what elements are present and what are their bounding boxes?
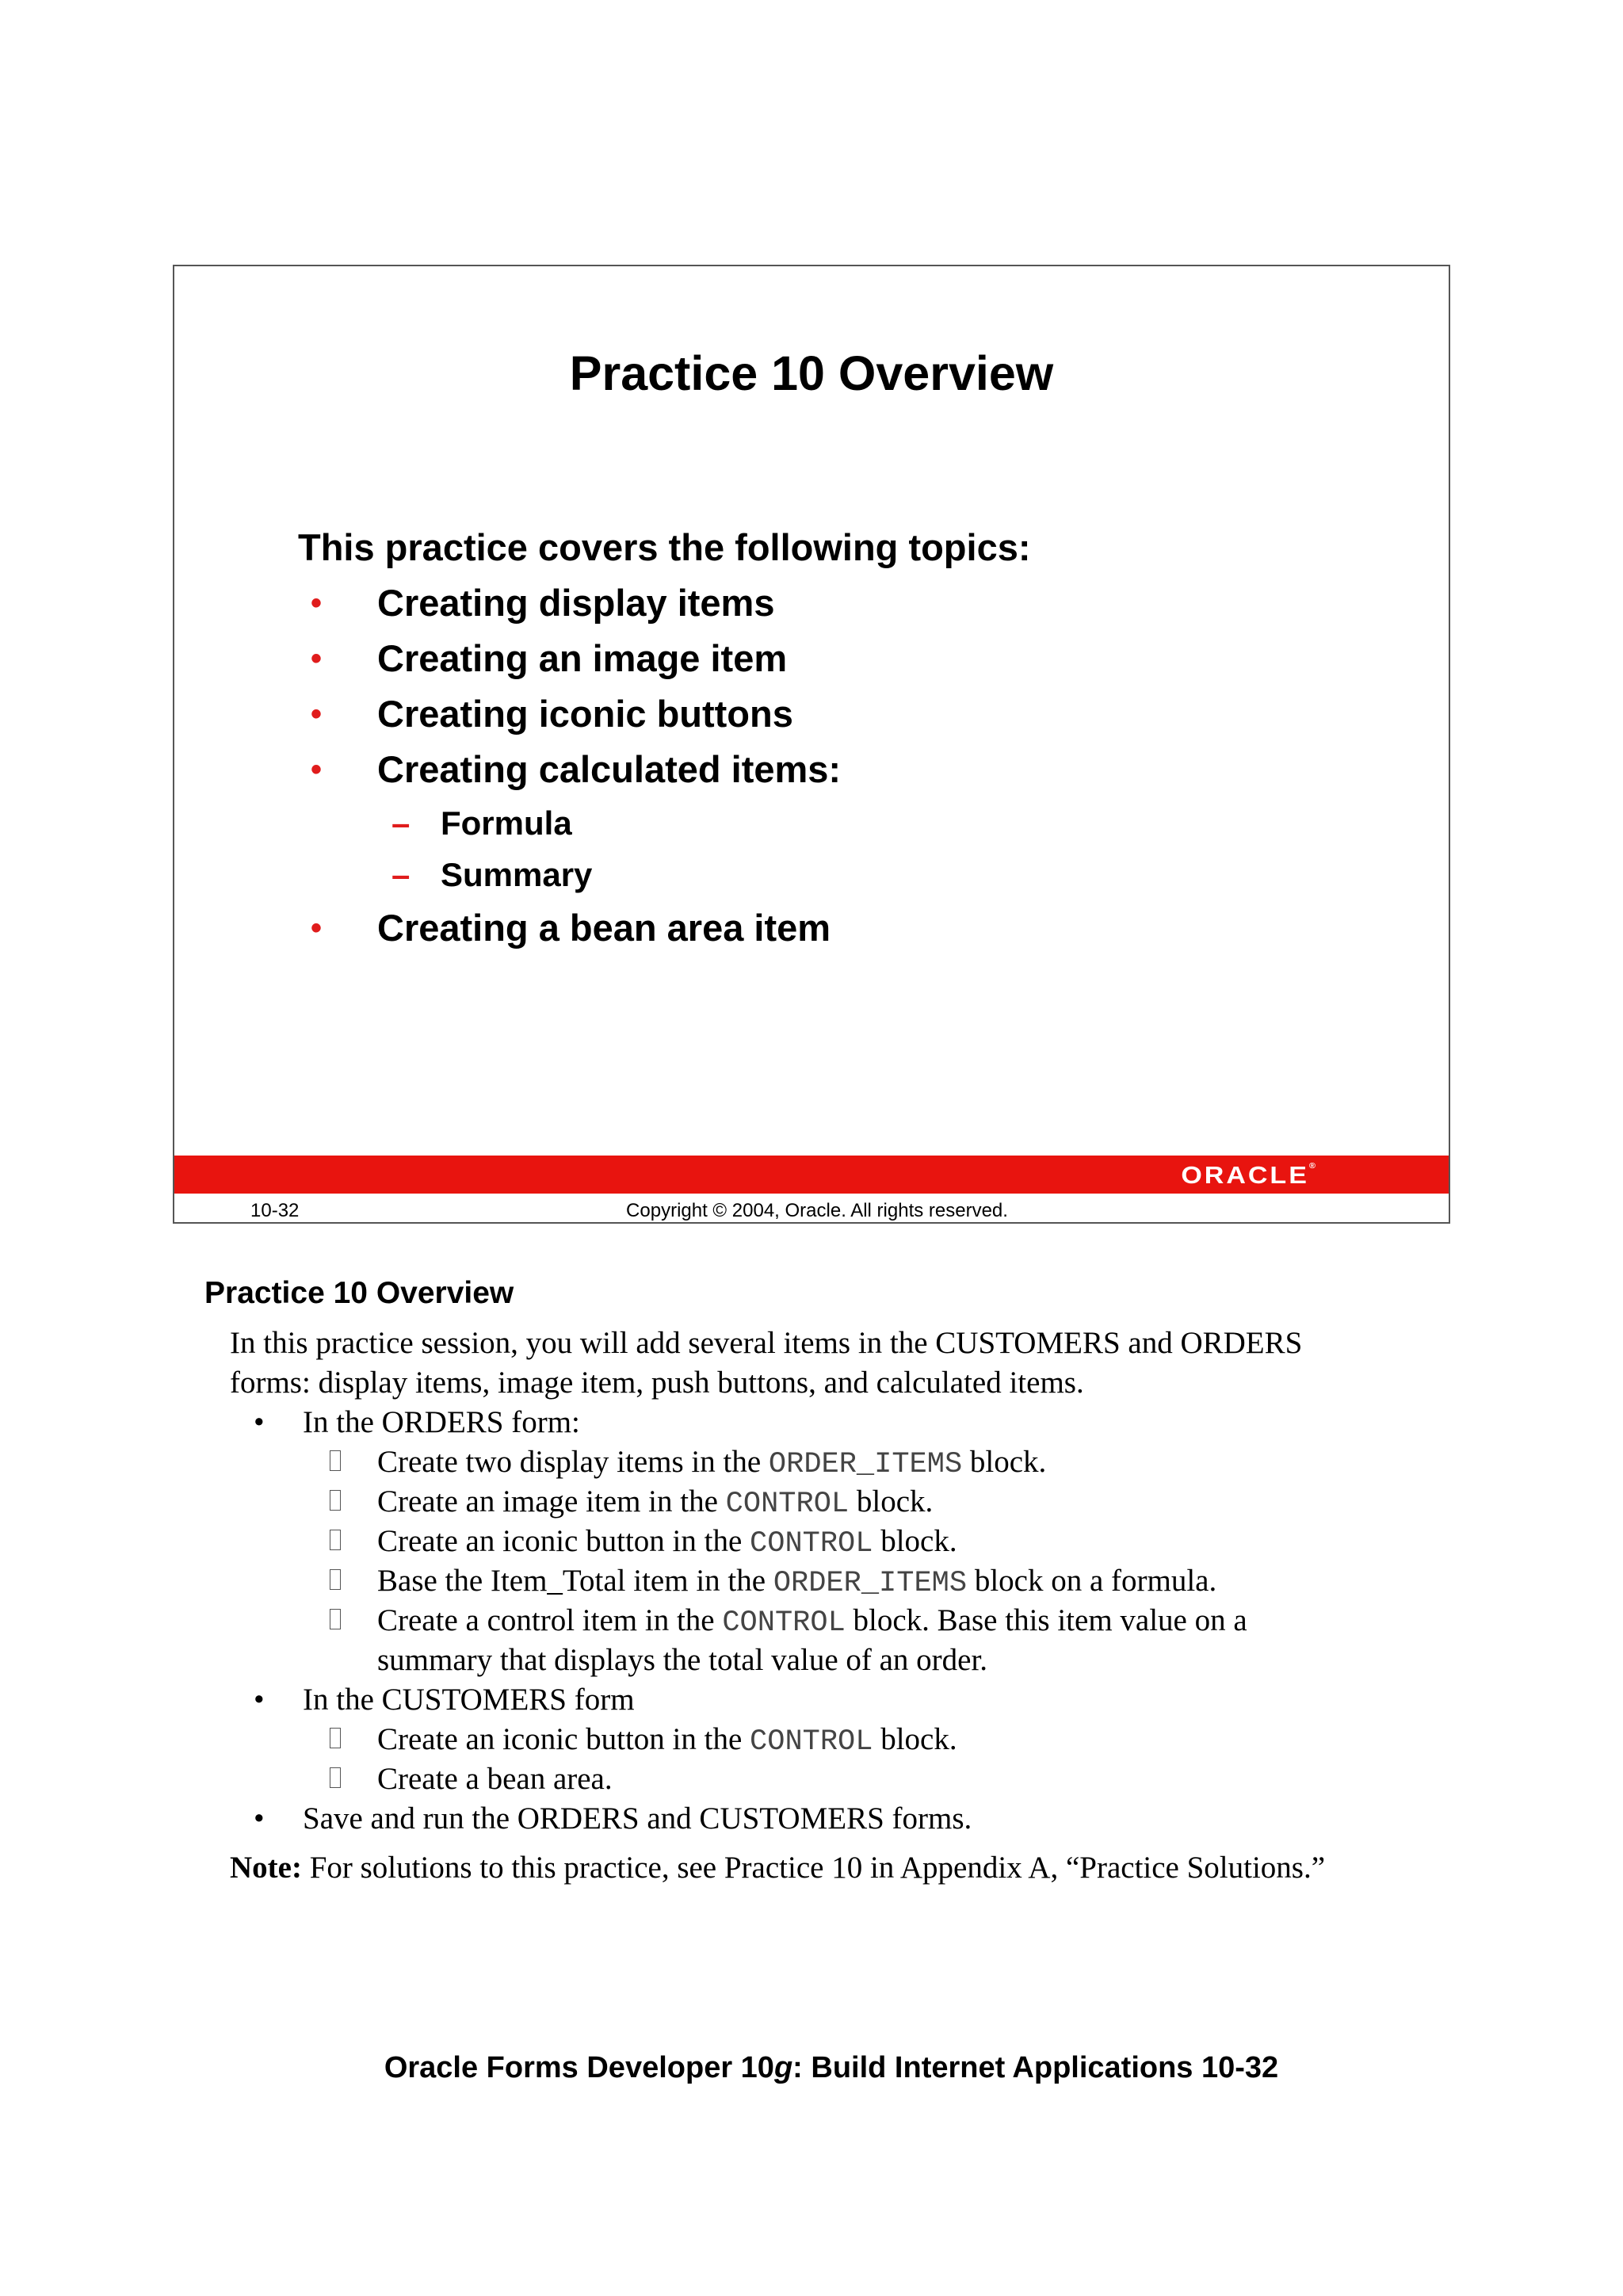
task-text: Create an image item in the (377, 1484, 726, 1519)
oracle-logo (1181, 1162, 1316, 1190)
checkbox-square-icon (330, 1490, 341, 1511)
bullet-icon: • (254, 1801, 265, 1836)
slide-frame (173, 265, 1450, 1224)
task-text: block. (849, 1484, 934, 1519)
bullet-icon: • (254, 1683, 265, 1717)
task-text: Create an iconic button in the (377, 1722, 750, 1756)
topic-label: Creating calculated items: (377, 748, 842, 790)
topic-label: Creating a bean area item (377, 907, 831, 949)
task-text: block on a formula. (967, 1564, 1217, 1598)
slide-title: Practice 10 Overview (569, 346, 1054, 400)
code-text: ORDER_ITEMS (773, 1567, 968, 1600)
code-text: CONTROL (725, 1488, 850, 1521)
bullet-icon: • (311, 697, 323, 732)
customers-heading: In the CUSTOMERS form (303, 1683, 635, 1717)
footer-italic: g (773, 2051, 793, 2084)
task-item (377, 1484, 933, 1521)
bullet-icon: • (311, 586, 323, 621)
slide-intro: This practice covers the following topics: (298, 526, 1031, 568)
topic-label: Creating display items (377, 582, 775, 624)
checkbox-square-icon (330, 1767, 341, 1788)
registered-mark: ® (1308, 1161, 1316, 1171)
task-continuation: summary that displays the total value of an order. (377, 1643, 988, 1677)
task-text: Create an iconic button in the (377, 1524, 750, 1558)
code-text: ORDER_ITEMS (768, 1448, 963, 1481)
task-item (377, 1563, 1216, 1600)
code-text: CONTROL (750, 1725, 873, 1759)
task-item (377, 1721, 957, 1759)
task-text: Create two display items in the (377, 1445, 769, 1479)
orders-heading: In the ORDERS form: (303, 1405, 580, 1439)
task-text: Create a control item in the (377, 1603, 723, 1637)
note-text: For solutions to this practice, see Practice 10 in Appendix A, “Practice Solutions.” (301, 1851, 1326, 1885)
note-line (230, 1850, 1325, 1885)
task-item (377, 1603, 1247, 1640)
task-text: block. (873, 1524, 957, 1558)
checkbox-square-icon (330, 1530, 341, 1550)
notes-paragraph-line: forms: display items, image item, push buttons, and calculated items. (230, 1366, 1084, 1400)
subtopic-label: Formula (441, 804, 572, 842)
task-item: Create a bean area. (377, 1762, 613, 1796)
bullet-icon: • (311, 752, 323, 787)
footer-title: Oracle Forms Developer 10 (384, 2051, 774, 2084)
code-text: CONTROL (722, 1606, 846, 1640)
checkbox-square-icon (330, 1450, 341, 1471)
copyright-text: Copyright © 2004, Oracle. All rights reserved. (626, 1200, 1008, 1221)
slide-page-number: 10-32 (250, 1200, 300, 1221)
topic-label: Creating an image item (377, 637, 788, 679)
page-footer (0, 2051, 1623, 2085)
subtopic-label: Summary (441, 856, 593, 893)
checkbox-square-icon (330, 1728, 341, 1748)
task-text: block. Base this item value on a (845, 1603, 1247, 1637)
code-text: CONTROL (750, 1527, 873, 1561)
save-run-item: Save and run the ORDERS and CUSTOMERS forms. (303, 1801, 972, 1836)
topic-label: Creating iconic buttons (377, 693, 793, 735)
task-item (377, 1444, 1046, 1481)
dash-icon: – (391, 804, 411, 842)
notes-paragraph-line: In this practice session, you will add several items in the CUSTOMERS and ORDERS (230, 1326, 1303, 1360)
checkbox-square-icon (330, 1569, 341, 1590)
logo-text: ORACLE (1181, 1161, 1309, 1190)
bullet-icon: • (254, 1405, 265, 1439)
dash-icon: – (391, 856, 411, 893)
checkbox-square-icon (330, 1609, 341, 1629)
task-text: Base the Item_Total item in the (377, 1564, 773, 1598)
bullet-icon: • (311, 911, 323, 946)
notes-title: Practice 10 Overview (204, 1276, 514, 1310)
footer-page: : Build Internet Applications 10-32 (792, 2051, 1279, 2084)
task-item (377, 1523, 957, 1561)
note-label: Note: (230, 1851, 302, 1885)
task-text: block. (873, 1722, 957, 1756)
task-text: block. (962, 1445, 1047, 1479)
bullet-icon: • (311, 641, 323, 676)
